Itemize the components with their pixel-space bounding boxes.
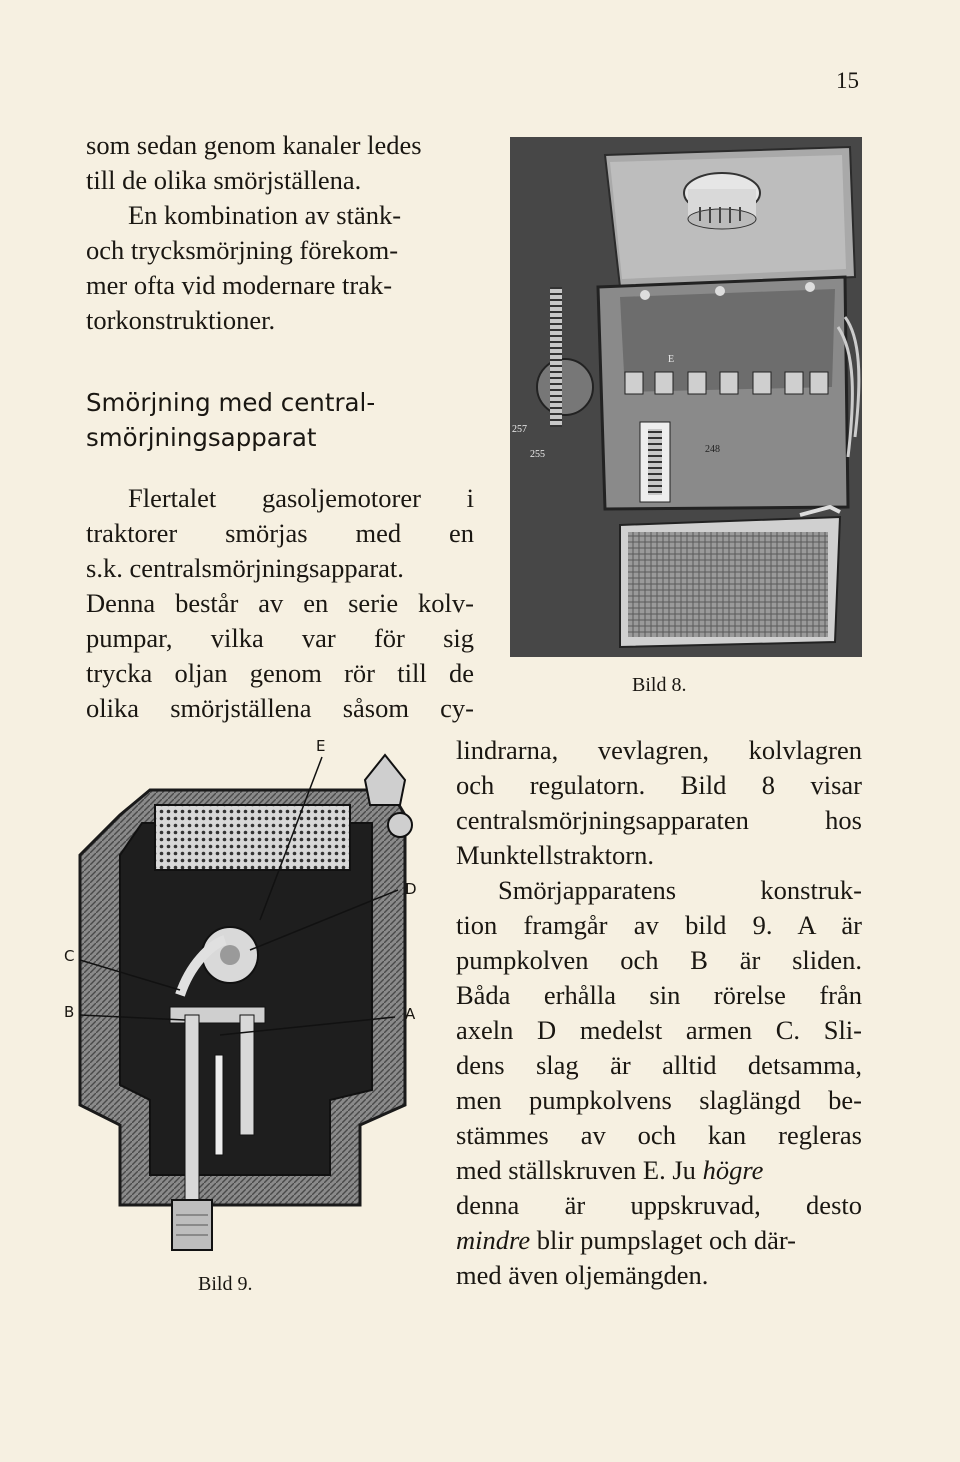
diagram-label-e: E	[316, 737, 326, 755]
photo-label: E	[668, 354, 675, 365]
text-line: Flertalet gasoljemotorer i	[128, 483, 474, 513]
text-line: lindrarna, vevlagren, kolvlagren	[456, 735, 862, 765]
text-line: och regulatorn. Bild 8 visar	[456, 770, 862, 800]
text-line: Båda erhålla sin rörelse från	[456, 980, 862, 1010]
text-line: Smörjapparatens konstruk-	[498, 875, 862, 905]
text-line: En kombination av stänk-	[128, 200, 402, 230]
diagram-label-d: D	[405, 880, 417, 898]
text-line	[456, 1153, 862, 1187]
text-line: tion framgår av bild 9. A är	[456, 910, 862, 940]
text-line	[456, 1223, 862, 1257]
text-line: och trycksmörjning förekom-	[86, 235, 399, 265]
diagram-label-b: B	[64, 1003, 75, 1021]
diagram-label-c: C	[64, 947, 75, 965]
text-line: centralsmörjningsapparaten hos	[456, 805, 862, 835]
text-line: traktorer smörjas med en	[86, 518, 474, 548]
text-line: stämmes av och kan regleras	[456, 1120, 862, 1150]
figure-caption: Bild 9.	[198, 1273, 253, 1295]
text-line: mer ofta vid modernare trak-	[86, 270, 393, 300]
text-line: pumpar, vilka var för sig	[86, 623, 474, 653]
section-heading-line: Smörjning med central-	[86, 388, 376, 417]
text-line: som sedan genom kanaler ledes	[86, 130, 422, 160]
text-line: torkonstruktioner.	[86, 305, 276, 335]
text-line: med även oljemängden.	[456, 1260, 709, 1290]
photo-label: 248	[705, 444, 720, 455]
text-line: Munktellstraktorn.	[456, 840, 654, 870]
text-line: till de olika smörjställena.	[86, 165, 362, 195]
text-line: olika smörjställena såsom cy-	[86, 693, 474, 723]
text-line: denna är uppskruvad, desto	[456, 1190, 862, 1220]
photo-label: 255	[530, 449, 545, 460]
text-line: axeln D medelst armen C. Sli-	[456, 1015, 862, 1045]
figure-caption: Bild 8.	[632, 674, 687, 696]
photo-label: 257	[512, 424, 527, 435]
section-heading-line: smörjningsapparat	[86, 423, 317, 452]
text-line: pumpkolven och B är sliden.	[456, 945, 862, 975]
emphasis: högre	[702, 1155, 764, 1185]
lubricator-photo	[510, 137, 862, 657]
text-line: trycka oljan genom rör till de	[86, 658, 474, 688]
text-line: s.k. centralsmörjningsapparat.	[86, 553, 404, 583]
diagram-label-a: A	[405, 1005, 416, 1023]
lubricator-cross-section-diagram	[60, 745, 422, 1255]
text-span: med ställskruven E. Ju	[456, 1155, 703, 1185]
text-line: Denna består av en serie kolv-	[86, 588, 474, 618]
text-line: men pumpkolvens slaglängd be-	[456, 1085, 862, 1115]
text-line: dens slag är alltid detsamma,	[456, 1050, 862, 1080]
text-span: blir pumpslaget och där-	[530, 1225, 796, 1255]
emphasis: mindre	[456, 1225, 531, 1255]
page-number: 15	[836, 68, 859, 93]
